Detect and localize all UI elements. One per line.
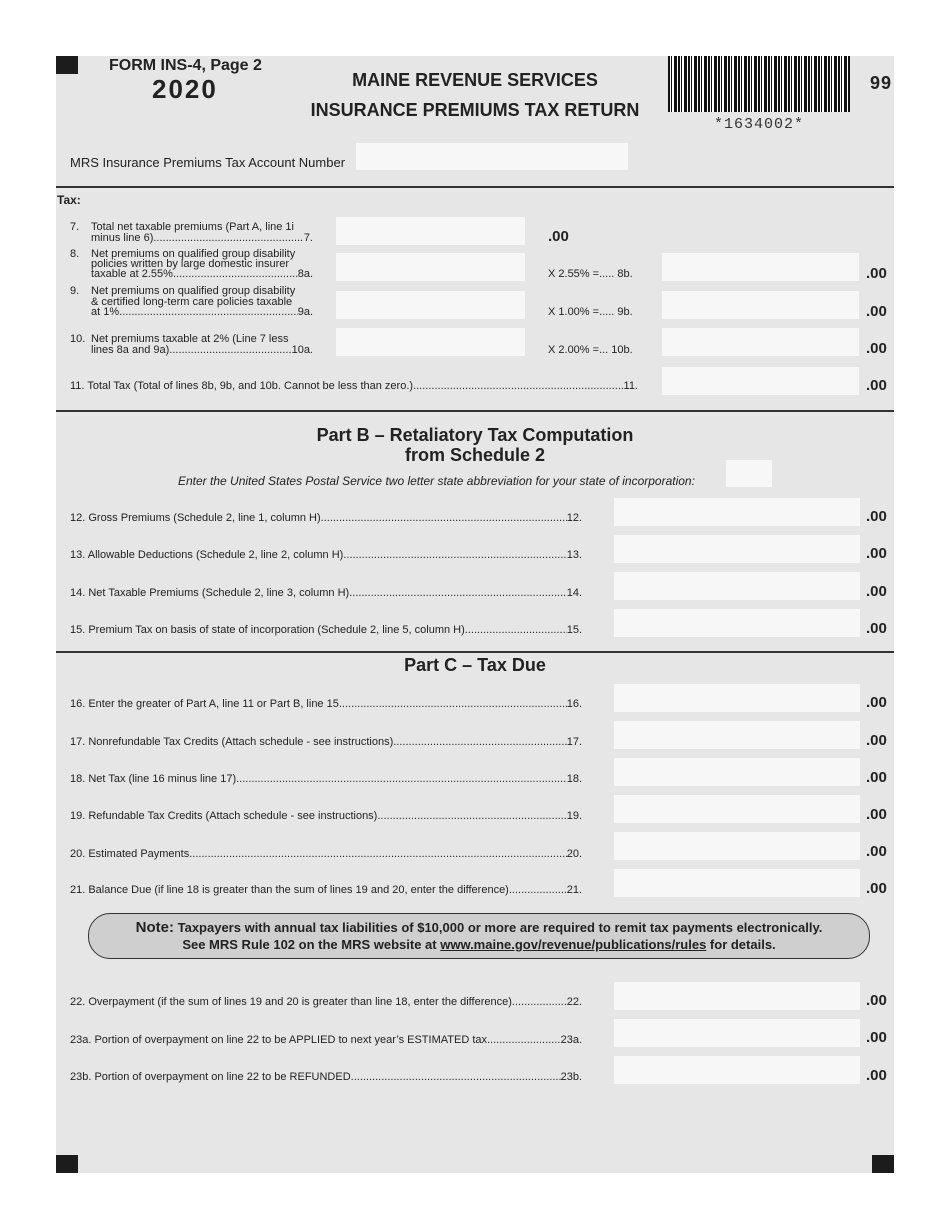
line-15-input[interactable] bbox=[614, 609, 860, 637]
line-18-label: 18. Net Tax (line 16 minus line 17) ..... 18. bbox=[70, 773, 582, 785]
line-14-label: 14. Net Taxable Premiums (Schedule 2, line 3, column H) ..... 14. bbox=[70, 587, 582, 599]
line-10b-input[interactable] bbox=[662, 328, 859, 356]
account-number-label: MRS Insurance Premiums Tax Account Number bbox=[70, 155, 346, 170]
registration-mark-bottom-left bbox=[56, 1155, 78, 1173]
line-10-number: 10. bbox=[70, 333, 86, 345]
agency-name: MAINE REVENUE SERVICES bbox=[352, 70, 598, 90]
state-abbreviation-input[interactable] bbox=[726, 460, 772, 487]
tax-heading: Tax: bbox=[57, 193, 81, 207]
line-9b-input[interactable] bbox=[662, 291, 859, 319]
line-22-label: 22. Overpayment (if the sum of lines 19 and 20 is greater than line 18, enter the difference) ..... 22. bbox=[70, 996, 582, 1008]
part-b-title-1: Part B – Retaliatory Tax Computation bbox=[316, 425, 634, 445]
line-9b-rate: X 1.00% =..... 9b. bbox=[548, 306, 633, 318]
barcode-number: *1634002* bbox=[713, 116, 804, 133]
electronic-payment-note bbox=[88, 913, 870, 959]
line-11-input[interactable] bbox=[662, 367, 859, 395]
line-8-label-1: Net premiums on qualified group disability bbox=[91, 248, 296, 260]
line-23b-input[interactable] bbox=[614, 1056, 860, 1084]
line-20-label: 20. Estimated Payments ..... 20. bbox=[70, 848, 582, 860]
registration-mark-bottom-right bbox=[872, 1155, 894, 1173]
line-17-input[interactable] bbox=[614, 721, 860, 749]
line-16-input[interactable] bbox=[614, 684, 860, 712]
line-23a-input[interactable] bbox=[614, 1019, 860, 1047]
line-15-label: 15. Premium Tax on basis of state of incorporation (Schedule 2, line 5, column H) ..... 15. bbox=[70, 624, 582, 636]
part-b-title-2: from Schedule 2 bbox=[404, 445, 546, 465]
form-code: 99 bbox=[870, 73, 893, 93]
line-8-number: 8. bbox=[70, 248, 80, 260]
line-10-label-2: lines 8a and 9a) ..... 10a. bbox=[91, 344, 313, 356]
line-17-label: 17. Nonrefundable Tax Credits (Attach schedule - see instructions) ..... 17. bbox=[70, 736, 582, 748]
line-7-cents: .00 bbox=[548, 228, 569, 245]
divider bbox=[56, 186, 894, 188]
line-10a-input[interactable] bbox=[336, 328, 525, 356]
line-8b-input[interactable] bbox=[662, 253, 859, 281]
part-c-title: Part C – Tax Due bbox=[404, 655, 546, 675]
line-7-input[interactable] bbox=[336, 217, 525, 245]
line-11-label: 11. Total Tax (Total of lines 8b, 9b, and 10b. Cannot be less than zero.) ..... 11. bbox=[70, 380, 638, 392]
line-21-input[interactable] bbox=[614, 869, 860, 897]
line-16-cents: .00 bbox=[866, 694, 887, 711]
line-10b-rate: X 2.00% =... 10b. bbox=[548, 344, 633, 356]
line-23b-cents: .00 bbox=[866, 1067, 887, 1084]
line-22-input[interactable] bbox=[614, 982, 860, 1010]
line-23a-label: 23a. Portion of overpayment on line 22 to be APPLIED to next year’s ESTIMATED tax ..... 23a. bbox=[70, 1034, 582, 1046]
line-7-label-2: minus line 6) ..... 7. bbox=[91, 232, 313, 244]
line-9-label-1: Net premiums on qualified group disability bbox=[91, 285, 296, 297]
line-12-cents: .00 bbox=[866, 508, 887, 525]
rules-link[interactable]: www.maine.gov/revenue/publications/rules bbox=[440, 937, 707, 952]
line-10-label-1: Net premiums taxable at 2% (Line 7 less bbox=[91, 333, 289, 345]
line-12-input[interactable] bbox=[614, 498, 860, 526]
line-21-cents: .00 bbox=[866, 880, 887, 897]
line-12-label: 12. Gross Premiums (Schedule 2, line 1, column H) ..... 12. bbox=[70, 512, 582, 524]
account-number-input[interactable] bbox=[356, 143, 628, 170]
line-7-label-1: Total net taxable premiums (Part A, line 1i bbox=[91, 221, 294, 233]
line-23b-label: 23b. Portion of overpayment on line 22 to be REFUNDED ..... 23b. bbox=[70, 1071, 582, 1083]
note-line-2b: for details. bbox=[706, 937, 776, 952]
line-19-cents: .00 bbox=[866, 806, 887, 823]
state-abbreviation-label: Enter the United States Postal Service two letter state abbreviation for your state of incorporation: bbox=[178, 474, 695, 488]
line-10b-cents: .00 bbox=[866, 340, 887, 357]
line-11-cents: .00 bbox=[866, 377, 887, 394]
line-8b-rate: X 2.55% =..... 8b. bbox=[548, 268, 633, 280]
line-8-label-2: policies written by large domestic insurer bbox=[91, 258, 290, 270]
line-20-cents: .00 bbox=[866, 843, 887, 860]
note-line-1: Taxpayers with annual tax liabilities of $10,000 or more are required to remit tax payments electronically. bbox=[174, 920, 823, 935]
line-18-cents: .00 bbox=[866, 769, 887, 786]
note-line-2a: See MRS Rule 102 on the MRS website at bbox=[182, 937, 441, 952]
line-23a-cents: .00 bbox=[866, 1029, 887, 1046]
line-9a-input[interactable] bbox=[336, 291, 525, 319]
line-13-cents: .00 bbox=[866, 545, 887, 562]
line-9-number: 9. bbox=[70, 285, 80, 297]
divider bbox=[56, 651, 894, 653]
line-9b-cents: .00 bbox=[866, 303, 887, 320]
line-8a-input[interactable] bbox=[336, 253, 525, 281]
line-7-number: 7. bbox=[70, 221, 80, 233]
line-14-cents: .00 bbox=[866, 583, 887, 600]
line-13-label: 13. Allowable Deductions (Schedule 2, line 2, column H) ..... 13. bbox=[70, 549, 582, 561]
line-16-label: 16. Enter the greater of Part A, line 11 or Part B, line 15 ..... 16. bbox=[70, 698, 582, 710]
line-9-label-2: & certified long-term care policies taxable bbox=[91, 296, 293, 308]
line-8-label-3: taxable at 2.55% ..... 8a. bbox=[91, 268, 313, 280]
line-22-cents: .00 bbox=[866, 992, 887, 1009]
form-year: 2020 bbox=[152, 74, 218, 104]
form-title: INSURANCE PREMIUMS TAX RETURN bbox=[310, 100, 640, 120]
line-8b-cents: .00 bbox=[866, 265, 887, 282]
line-21-label: 21. Balance Due (if line 18 is greater than the sum of lines 19 and 20, enter the difference) ..... 21. bbox=[70, 884, 582, 896]
line-15-cents: .00 bbox=[866, 620, 887, 637]
line-9-label-3: at 1% ..... 9a. bbox=[91, 306, 313, 318]
line-17-cents: .00 bbox=[866, 732, 887, 749]
registration-mark-top-left bbox=[56, 56, 78, 74]
line-14-input[interactable] bbox=[614, 572, 860, 600]
barcode bbox=[668, 56, 850, 112]
divider bbox=[56, 410, 894, 412]
line-19-input[interactable] bbox=[614, 795, 860, 823]
note-lead: Note: bbox=[135, 919, 174, 936]
line-13-input[interactable] bbox=[614, 535, 860, 563]
form-id: FORM INS-4, Page 2 bbox=[109, 57, 262, 74]
line-19-label: 19. Refundable Tax Credits (Attach schedule - see instructions) ..... 19. bbox=[70, 810, 582, 822]
line-20-input[interactable] bbox=[614, 832, 860, 860]
line-18-input[interactable] bbox=[614, 758, 860, 786]
